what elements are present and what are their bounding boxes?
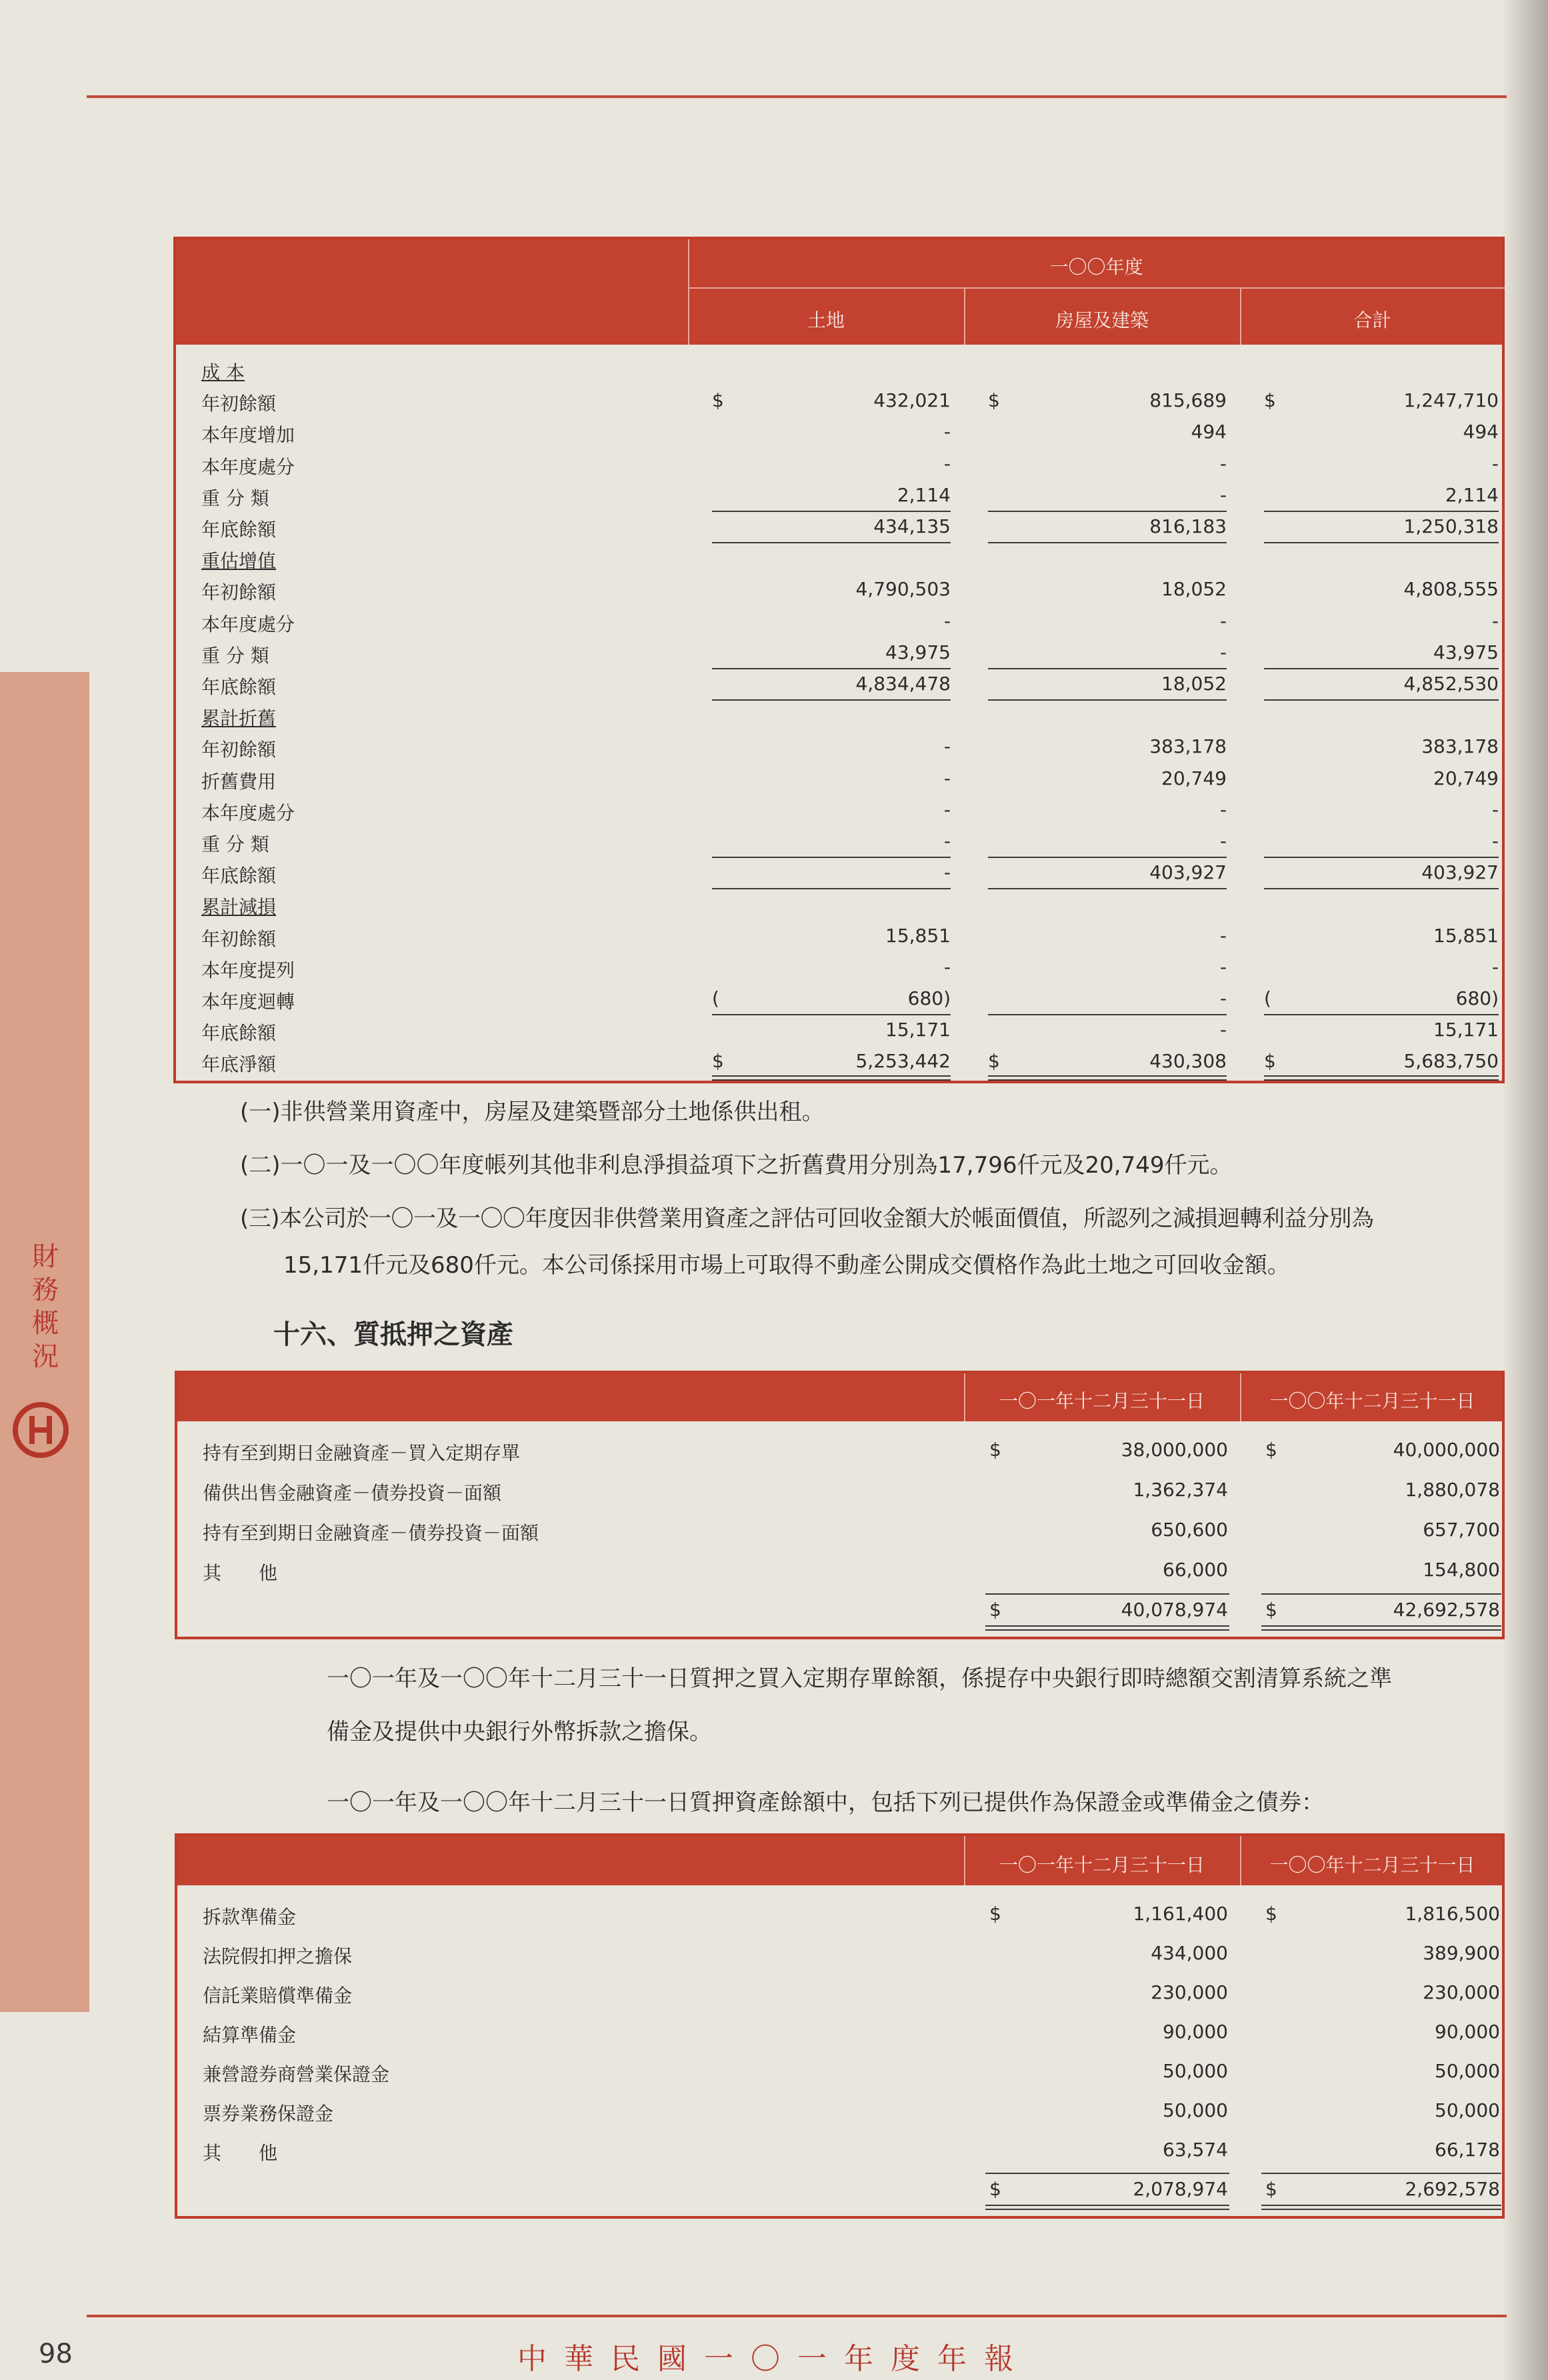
cell-building: 18,052	[1161, 578, 1227, 601]
row-label: 兼營證券商營業保證金	[203, 2063, 390, 2085]
row-label: 年初餘額	[201, 927, 277, 950]
cell-land: -	[943, 735, 951, 758]
column-2012: 一〇一年十二月三十一日	[999, 1390, 1205, 1412]
cell-land: -	[943, 421, 951, 443]
cell-total: 5,683,750	[1403, 1050, 1499, 1073]
double-rule	[1264, 1079, 1499, 1081]
row-label: 年底餘額	[201, 865, 277, 887]
double-rule	[1261, 2209, 1501, 2210]
cell-a: 50,000	[1163, 2060, 1228, 2082]
underline-rule	[1261, 1593, 1501, 1595]
paragraph-bonds-intro: 一〇一年及一〇〇年十二月三十一日質押資產餘額中，包括下列已提供作為保證金或準備金之債券：	[327, 1789, 1324, 1816]
underline-rule	[988, 699, 1227, 701]
page-number: 98	[39, 2339, 73, 2369]
dollar-sign: $	[988, 1050, 1000, 1073]
pledged-assets-table	[175, 1371, 1505, 1639]
cell-land: 15,851	[885, 924, 951, 947]
note-2: (二)一〇一及一〇〇年度帳列其他非利息淨損益項下之折舊費用分別為17,796仟元及20,749仟元。	[240, 1152, 1233, 1179]
cell-a: 1,362,374	[1133, 1479, 1228, 1501]
row-label: 重 分 類	[201, 644, 269, 667]
cell-land: -	[943, 609, 951, 632]
underline-rule	[988, 1014, 1227, 1015]
cell-land: -	[943, 830, 951, 852]
cell-land: 432,021	[873, 389, 951, 412]
cell-a: 38,000,000	[1121, 1439, 1228, 1461]
row-label: 本年度處分	[201, 455, 295, 478]
cell-building: -	[1219, 641, 1227, 663]
cell-a: 230,000	[1151, 1981, 1228, 2003]
cell-building: -	[1219, 452, 1227, 475]
cell-b: 154,800	[1423, 1559, 1500, 1581]
underline-rule	[1264, 857, 1499, 858]
year-header: 一〇〇年度	[1049, 256, 1143, 278]
row-label: 年底餘額	[201, 1022, 277, 1045]
column-2011: 一〇〇年十二月三十一日	[1269, 1854, 1475, 1876]
row-label: 年初餘額	[201, 581, 277, 604]
guarantee-bonds-table	[175, 1833, 1505, 2219]
double-rule	[988, 1075, 1227, 1077]
column-total: 合計	[1353, 309, 1391, 331]
note-3: (三)本公司於一〇一及一〇〇年度因非供營業用資產之評估可回收金額大於帳面價值，所認列之減損迴轉利益分別為	[240, 1205, 1374, 1232]
section-16-title: 十六、質抵押之資產	[273, 1319, 513, 1350]
cell-b: 50,000	[1435, 2099, 1500, 2121]
cell-total: -	[1491, 798, 1499, 821]
cell-land: -	[943, 452, 951, 475]
cell-land: 43,975	[885, 641, 951, 663]
row-label: 重 分 類	[201, 487, 269, 509]
underline-rule	[985, 2173, 1229, 2174]
cell-building: 383,178	[1149, 735, 1227, 758]
row-label: 累計折舊	[201, 707, 277, 730]
top-rule	[87, 95, 1507, 98]
side-tab-label: 財務概況	[32, 1241, 59, 1372]
underline-rule	[1264, 888, 1499, 889]
cell-total: 4,852,530	[1403, 673, 1499, 695]
column-2012: 一〇一年十二月三十一日	[999, 1854, 1205, 1876]
cell-building: 18,052	[1161, 673, 1227, 695]
underline-rule	[1264, 511, 1499, 512]
underline-rule	[1261, 2173, 1501, 2174]
cell-total: 383,178	[1421, 735, 1499, 758]
paragraph-pledged-deposits-line2: 備金及提供中央銀行外幣拆款之擔保。	[327, 1719, 712, 1745]
non-operating-assets-table	[173, 237, 1505, 1083]
cell-land: 5,253,442	[855, 1050, 951, 1073]
cell-a: 1,161,400	[1133, 1903, 1228, 1925]
cell-total: 15,171	[1433, 1019, 1499, 1041]
cell-total: 494	[1463, 421, 1499, 443]
dollar-sign: $	[989, 1439, 1001, 1461]
double-rule	[985, 1625, 1229, 1627]
row-label: 其 他	[203, 2142, 278, 2164]
paragraph-pledged-deposits-line1: 一〇一年及一〇〇年十二月三十一日質押之買入定期存單餘額，係提存中央銀行即時總額交割清算系統之準	[327, 1665, 1392, 1692]
cell-total: 403,927	[1421, 861, 1499, 884]
underline-rule	[712, 888, 951, 889]
cell-land: 2,114	[897, 483, 951, 506]
double-rule	[1264, 1075, 1499, 1077]
cell-a: 90,000	[1163, 2021, 1228, 2043]
double-rule	[712, 1075, 951, 1077]
cell-building: -	[1219, 609, 1227, 632]
cell-a: 434,000	[1151, 1942, 1228, 1964]
underline-rule	[712, 511, 951, 512]
row-label: 重估增值	[201, 550, 277, 573]
row-label: 備供出售金融資產－債券投資－面額	[203, 1482, 502, 1504]
table-header	[177, 1836, 1502, 1885]
cell-building: 403,927	[1149, 861, 1227, 884]
open-paren: (	[1264, 987, 1271, 1009]
cell-total: 15,851	[1433, 924, 1499, 947]
cell-total: 4,808,555	[1403, 578, 1499, 601]
dollar-sign: $	[712, 389, 724, 412]
row-label: 本年度增加	[201, 424, 295, 447]
cell-total: -	[1491, 955, 1499, 978]
column-land: 土地	[807, 309, 845, 331]
cell-total: 1,247,710	[1403, 389, 1499, 412]
row-label: 其 他	[203, 1562, 278, 1584]
column-building: 房屋及建築	[1055, 309, 1149, 331]
cell-building: -	[1219, 798, 1227, 821]
cell-b: 657,700	[1423, 1519, 1500, 1541]
page-edge-shadow	[1501, 0, 1548, 2380]
cell-b: 1,880,078	[1405, 1479, 1500, 1501]
row-label: 持有至到期日金融資產－買入定期存單	[203, 1442, 521, 1464]
cell-b: 90,000	[1435, 2021, 1500, 2043]
double-rule	[1261, 1629, 1501, 1631]
cell-land: 4,834,478	[855, 673, 951, 695]
cell-land: -	[943, 767, 951, 789]
row-label: 成 本	[201, 361, 245, 383]
double-rule	[985, 2209, 1229, 2210]
total-a: 2,078,974	[1133, 2178, 1228, 2200]
dollar-sign: $	[989, 1903, 1001, 1925]
underline-rule	[985, 1593, 1229, 1595]
row-label: 本年度處分	[201, 613, 295, 635]
cell-building: -	[1219, 924, 1227, 947]
row-label: 年初餘額	[201, 739, 277, 761]
row-label: 本年度迴轉	[201, 991, 295, 1013]
cell-b: 40,000,000	[1393, 1439, 1500, 1461]
underline-rule	[712, 542, 951, 543]
dollar-sign: $	[1265, 1439, 1277, 1461]
cell-total: 43,975	[1433, 641, 1499, 663]
cell-total: 1,250,318	[1403, 515, 1499, 537]
total-b: 42,692,578	[1393, 1599, 1500, 1621]
dollar-sign: $	[989, 1599, 1001, 1621]
row-label: 結算準備金	[203, 2024, 297, 2046]
cell-land: -	[943, 798, 951, 821]
cell-building: -	[1219, 483, 1227, 506]
row-label: 持有至到期日金融資產－債券投資－面額	[203, 1522, 539, 1544]
underline-rule	[1264, 668, 1499, 669]
cell-total: -	[1491, 452, 1499, 475]
company-logo-icon	[11, 1400, 71, 1460]
cell-building: 20,749	[1161, 767, 1227, 789]
cell-b: 50,000	[1435, 2060, 1500, 2082]
cell-building: -	[1219, 955, 1227, 978]
total-a: 40,078,974	[1121, 1599, 1228, 1621]
row-label: 本年度處分	[201, 801, 295, 824]
cell-b: 1,816,500	[1405, 1903, 1500, 1925]
cell-land: -	[943, 861, 951, 884]
underline-rule	[988, 511, 1227, 512]
row-label: 重 分 類	[201, 833, 269, 855]
cell-a: 650,600	[1151, 1519, 1228, 1541]
row-label: 累計減損	[201, 896, 277, 919]
cell-b: 66,178	[1435, 2139, 1500, 2161]
row-label: 信託業賠償準備金	[203, 1985, 353, 2007]
dollar-sign: $	[989, 2178, 1001, 2200]
dollar-sign: $	[1265, 2178, 1277, 2200]
row-label: 年初餘額	[201, 393, 277, 415]
dollar-sign: $	[1264, 389, 1276, 412]
double-rule	[712, 1079, 951, 1081]
underline-rule	[988, 542, 1227, 543]
row-label: 折舊費用	[201, 770, 277, 793]
cell-land: 15,171	[885, 1019, 951, 1041]
column-2011: 一〇〇年十二月三十一日	[1269, 1390, 1475, 1412]
total-b: 2,692,578	[1405, 2178, 1500, 2200]
cell-building: 430,308	[1149, 1050, 1227, 1073]
cell-building: -	[1219, 830, 1227, 852]
cell-total: 20,749	[1433, 767, 1499, 789]
footer-title: 中華民國一〇一年度年報	[517, 2342, 1031, 2376]
underline-rule	[712, 699, 951, 701]
cell-total: 2,114	[1445, 483, 1499, 506]
double-rule	[985, 1629, 1229, 1631]
double-rule	[985, 2205, 1229, 2206]
cell-land: -	[943, 955, 951, 978]
cell-building: -	[1219, 987, 1227, 1009]
cell-total: -	[1491, 609, 1499, 632]
cell-building: -	[1219, 1019, 1227, 1041]
underline-rule	[1264, 542, 1499, 543]
dollar-sign: $	[1265, 1599, 1277, 1621]
dollar-sign: $	[1264, 1050, 1276, 1073]
dollar-sign: $	[988, 389, 1000, 412]
double-rule	[1261, 2205, 1501, 2206]
underline-rule	[712, 668, 951, 669]
dollar-sign: $	[1265, 1903, 1277, 1925]
underline-rule	[1264, 699, 1499, 701]
cell-a: 63,574	[1163, 2139, 1228, 2161]
row-label: 年底淨額	[201, 1053, 277, 1076]
open-paren: (	[712, 987, 719, 1009]
cell-b: 389,900	[1423, 1942, 1500, 1964]
row-label: 年底餘額	[201, 676, 277, 698]
note-3-continued: 15,171仟元及680仟元。本公司係採用市場上可取得不動產公開成交價格作為此土地之可回收金額。	[283, 1252, 1290, 1279]
cell-total: -	[1491, 830, 1499, 852]
double-rule	[988, 1079, 1227, 1081]
table-header	[176, 239, 1502, 345]
dollar-sign: $	[712, 1050, 724, 1073]
underline-rule	[712, 857, 951, 858]
cell-land: 4,790,503	[855, 578, 951, 601]
row-label: 法院假扣押之擔保	[203, 1945, 353, 1967]
underline-rule	[988, 668, 1227, 669]
cell-a: 50,000	[1163, 2099, 1228, 2121]
row-label: 拆款準備金	[203, 1906, 297, 1928]
bottom-rule	[87, 2315, 1507, 2317]
cell-b: 230,000	[1423, 1981, 1500, 2003]
row-label: 票券業務保證金	[203, 2103, 334, 2125]
underline-rule	[1264, 1014, 1499, 1015]
cell-land: 680)	[907, 987, 951, 1009]
cell-building: 494	[1191, 421, 1227, 443]
cell-building: 815,689	[1149, 389, 1227, 412]
cell-a: 66,000	[1163, 1559, 1228, 1581]
cell-total: 680)	[1455, 987, 1499, 1009]
cell-building: 816,183	[1149, 515, 1227, 537]
underline-rule	[712, 1014, 951, 1015]
underline-rule	[988, 888, 1227, 889]
cell-land: 434,135	[873, 515, 951, 537]
double-rule	[1261, 1625, 1501, 1627]
row-label: 本年度提列	[201, 959, 295, 981]
table-header	[177, 1373, 1502, 1421]
note-1: (一)非供營業用資產中，房屋及建築暨部分土地係供出租。	[240, 1099, 825, 1125]
row-label: 年底餘額	[201, 519, 277, 541]
underline-rule	[988, 857, 1227, 858]
